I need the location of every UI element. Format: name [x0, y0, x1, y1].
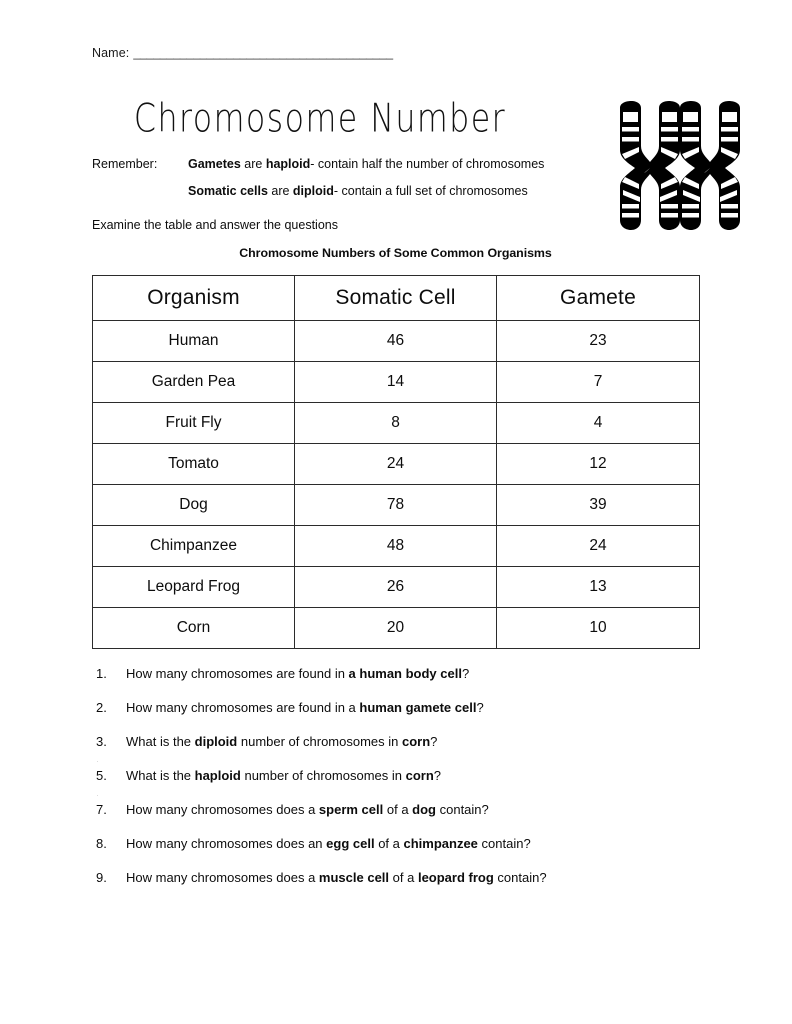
question-text: [126, 666, 469, 681]
question-item: [96, 870, 696, 904]
question-key-term: diploid: [194, 734, 238, 749]
cell-somatic: 20: [295, 608, 497, 649]
question-number: 7.: [96, 802, 107, 817]
name-label: Name:: [92, 46, 130, 60]
table-row: [93, 321, 700, 362]
question-text-segment: number of chromosomes in: [237, 734, 402, 749]
cell-organism: Fruit Fly: [93, 403, 295, 444]
question-text-segment: How many chromosomes are found in: [126, 666, 349, 681]
name-field-row: [92, 46, 393, 60]
question-text-segment: of a: [374, 836, 404, 851]
remember-line-gametes: [92, 158, 692, 171]
question-item: [96, 792, 696, 836]
question-key-term: corn: [401, 734, 431, 749]
cell-somatic: 78: [295, 485, 497, 526]
cell-somatic: 26: [295, 567, 497, 608]
questions-list: [96, 666, 696, 904]
question-key-term: egg cell: [326, 836, 375, 851]
table-body: [93, 321, 700, 649]
chromosome-number-table: [92, 275, 700, 649]
stray-list-marker: .: [97, 758, 99, 764]
question-text-segment: of a: [389, 870, 418, 885]
question-number: 2.: [96, 700, 107, 715]
question-number: 9.: [96, 870, 107, 885]
question-key-term: human gamete cell: [359, 700, 477, 715]
remember-somatic-text: [188, 185, 528, 198]
question-number: 1.: [96, 666, 107, 681]
name-blank-line[interactable]: _______________________________________: [133, 46, 393, 60]
table-row: [93, 444, 700, 485]
question-text-segment: contain?: [493, 870, 547, 885]
question-text-segment: contain?: [436, 802, 489, 817]
table-row: [93, 403, 700, 444]
remember-somatic-rest: - contain a full set of chromosomes: [333, 184, 528, 199]
column-header-gamete: Gamete: [497, 276, 700, 321]
table-row: [93, 567, 700, 608]
cell-somatic: 46: [295, 321, 497, 362]
table-row: [93, 485, 700, 526]
question-key-term: a human body cell: [348, 666, 462, 681]
cell-organism: Tomato: [93, 444, 295, 485]
question-text-segment: How many chromosomes does a: [126, 802, 319, 817]
remember-gametes-text: [188, 158, 544, 171]
question-text: [126, 870, 547, 885]
term-somatic-cells: Somatic cells: [188, 184, 268, 199]
cell-organism: Human: [93, 321, 295, 362]
question-number: 3.: [96, 734, 107, 749]
cell-somatic: 8: [295, 403, 497, 444]
remember-block: [92, 158, 692, 212]
question-text-segment: What is the: [126, 734, 195, 749]
term-diploid: diploid: [292, 184, 334, 199]
cell-somatic: 48: [295, 526, 497, 567]
question-item: [96, 734, 696, 768]
question-key-term: corn: [405, 768, 434, 783]
cell-gamete: 24: [497, 526, 700, 567]
table-row: [93, 362, 700, 403]
question-text: [126, 700, 484, 715]
table-row: [93, 526, 700, 567]
cell-organism: Leopard Frog: [93, 567, 295, 608]
cell-gamete: 7: [497, 362, 700, 403]
question-text-segment: contain?: [477, 836, 531, 851]
cell-organism: Corn: [93, 608, 295, 649]
cell-somatic: 14: [295, 362, 497, 403]
question-key-term: haploid: [194, 768, 241, 783]
question-text-segment: How many chromosomes does an: [126, 836, 327, 851]
question-item: [96, 758, 696, 802]
cell-gamete: 12: [497, 444, 700, 485]
question-text-segment: number of chromosomes in: [240, 768, 406, 783]
question-key-term: leopard frog: [417, 870, 494, 885]
remember-label: Remember:: [92, 157, 158, 171]
stray-list-marker: .: [97, 792, 99, 798]
question-text: [126, 768, 441, 783]
question-text-segment: ?: [461, 666, 470, 681]
cell-organism: Garden Pea: [93, 362, 295, 403]
remember-line-somatic: [92, 185, 692, 198]
cell-somatic: 24: [295, 444, 497, 485]
instruction-text: Examine the table and answer the questions: [92, 218, 338, 232]
cell-gamete: 39: [497, 485, 700, 526]
column-header-organism: Organism: [93, 276, 295, 321]
table-header-row: [93, 276, 700, 321]
table-row: [93, 608, 700, 649]
question-key-term: chimpanzee: [403, 836, 478, 851]
question-text: [126, 836, 531, 851]
term-gametes: Gametes: [188, 157, 241, 171]
question-text-segment: How many chromosomes are found in a: [126, 700, 360, 715]
remember-gametes-rest: - contain half the number of chromosomes: [310, 157, 545, 171]
question-item: [96, 666, 696, 700]
question-text-segment: ?: [430, 734, 438, 749]
question-key-term: muscle cell: [318, 870, 390, 885]
question-item: [96, 700, 696, 734]
cell-organism: Dog: [93, 485, 295, 526]
cell-gamete: 4: [497, 403, 700, 444]
question-text: [126, 734, 437, 749]
cell-gamete: 10: [497, 608, 700, 649]
question-text-segment: of a: [383, 802, 413, 817]
question-text-segment: What is the: [126, 768, 195, 783]
remember-somatic-mid: are: [267, 184, 293, 199]
question-text-segment: ?: [476, 700, 484, 715]
question-number: 5.: [96, 768, 107, 783]
question-text-segment: How many chromosomes does a: [126, 870, 319, 885]
question-key-term: sperm cell: [318, 802, 384, 817]
question-text: [126, 802, 489, 817]
cell-organism: Chimpanzee: [93, 526, 295, 567]
page-title: Chromosome Number: [133, 95, 507, 142]
column-header-somatic-cell: Somatic Cell: [295, 276, 497, 321]
table-caption: Chromosome Numbers of Some Common Organisms: [239, 246, 552, 260]
question-number: 8.: [96, 836, 107, 851]
question-text-segment: ?: [433, 768, 441, 783]
question-item: [96, 836, 696, 870]
remember-gametes-mid: are: [240, 157, 266, 171]
term-haploid: haploid: [265, 157, 311, 171]
cell-gamete: 13: [497, 567, 700, 608]
question-key-term: dog: [412, 802, 436, 817]
cell-gamete: 23: [497, 321, 700, 362]
